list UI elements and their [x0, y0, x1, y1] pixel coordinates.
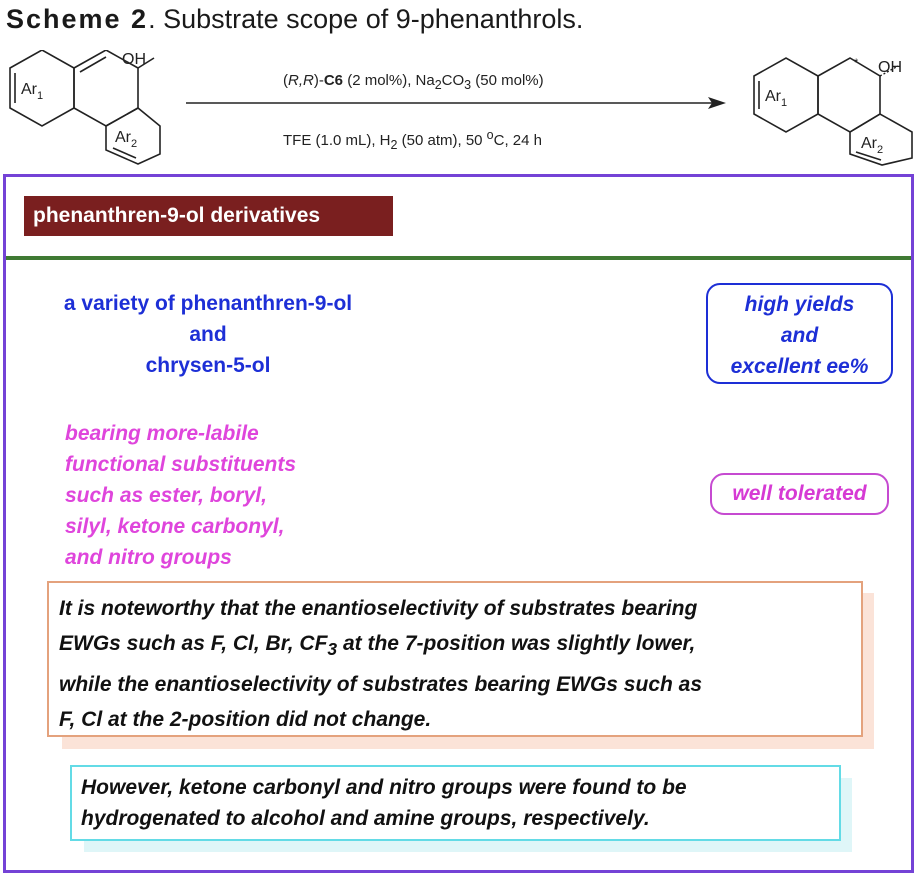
reactant-ar1-label: $Ar_1$: [21, 81, 44, 102]
reaction-conditions-bottom: TFE (1.0 mL), $H_2$ (50 atm), 50 $^o$C, 24 h: [283, 128, 542, 152]
reaction-conditions-top: (R,R)-C6 (2 mol%), $Na_2CO_3$ (50 mol%): [283, 72, 544, 92]
note-line: It is noteworthy that the enantioselectivity of substrates bearing: [59, 597, 698, 620]
catalyst-label: C6: [323, 72, 344, 89]
variety-line: chrysen-5-ol: [145, 354, 271, 377]
substrate-variety-text: [18, 288, 398, 381]
labile-line: and nitro groups: [65, 546, 232, 569]
scheme-title: [6, 4, 583, 35]
tolerated-callout: well tolerated: [710, 473, 889, 515]
however-line: However, ketone carbonyl and nitro groups were found to be: [81, 776, 687, 799]
note-line: F, Cl at the 2-position did not change.: [59, 708, 432, 732]
variety-line: a variety of phenanthren-9-ol: [63, 292, 353, 315]
note-line: EWGs such as F, Cl, Br, $CF_3$ at the 7-position was slightly lower,: [59, 632, 696, 660]
reactant-ar2-label: $Ar_2$: [115, 129, 138, 150]
labile-line: functional substituents: [65, 453, 296, 476]
product-ar2-label: $Ar_2$: [861, 135, 884, 156]
labile-line: such as ester, boryl,: [65, 484, 267, 507]
product-ar1-label: $Ar_1$: [765, 88, 788, 109]
however-box: [70, 765, 841, 841]
product-ring-middle: [818, 58, 880, 132]
labile-line: bearing more-labile: [65, 422, 259, 445]
yields-line: high yields: [744, 293, 855, 316]
however-line: hydrogenated to alcohol and amine groups, respectively.: [81, 807, 650, 830]
yields-line: and: [780, 324, 819, 347]
product-oh-label: OH: [878, 59, 902, 76]
yields-line: excellent ee%: [730, 355, 869, 378]
reaction-arrow: [186, 96, 726, 110]
noteworthy-box: [47, 581, 863, 737]
category-banner: phenanthren-9-ol derivatives: [24, 196, 393, 236]
stereocenter-star: *: [854, 57, 859, 69]
section-divider: [6, 256, 911, 260]
product-structure: [748, 54, 918, 166]
reactant-structure: [2, 50, 162, 165]
product-ring-ar1: [754, 58, 818, 132]
labile-groups-text: [65, 418, 385, 573]
note-line: while the enantioselectivity of substrates bearing EWGs such as: [59, 673, 703, 697]
scheme-label: Scheme 2: [6, 4, 149, 34]
reactant-oh-label: OH: [122, 51, 146, 68]
yields-callout: [706, 283, 893, 384]
scheme-caption: . Substrate scope of 9-phenanthrols.: [148, 4, 584, 34]
product-ring-ar2: [850, 114, 912, 165]
variety-line: and: [189, 323, 227, 346]
labile-line: silyl, ketone carbonyl,: [65, 515, 285, 538]
reactant-ring-ar1: [10, 50, 74, 126]
